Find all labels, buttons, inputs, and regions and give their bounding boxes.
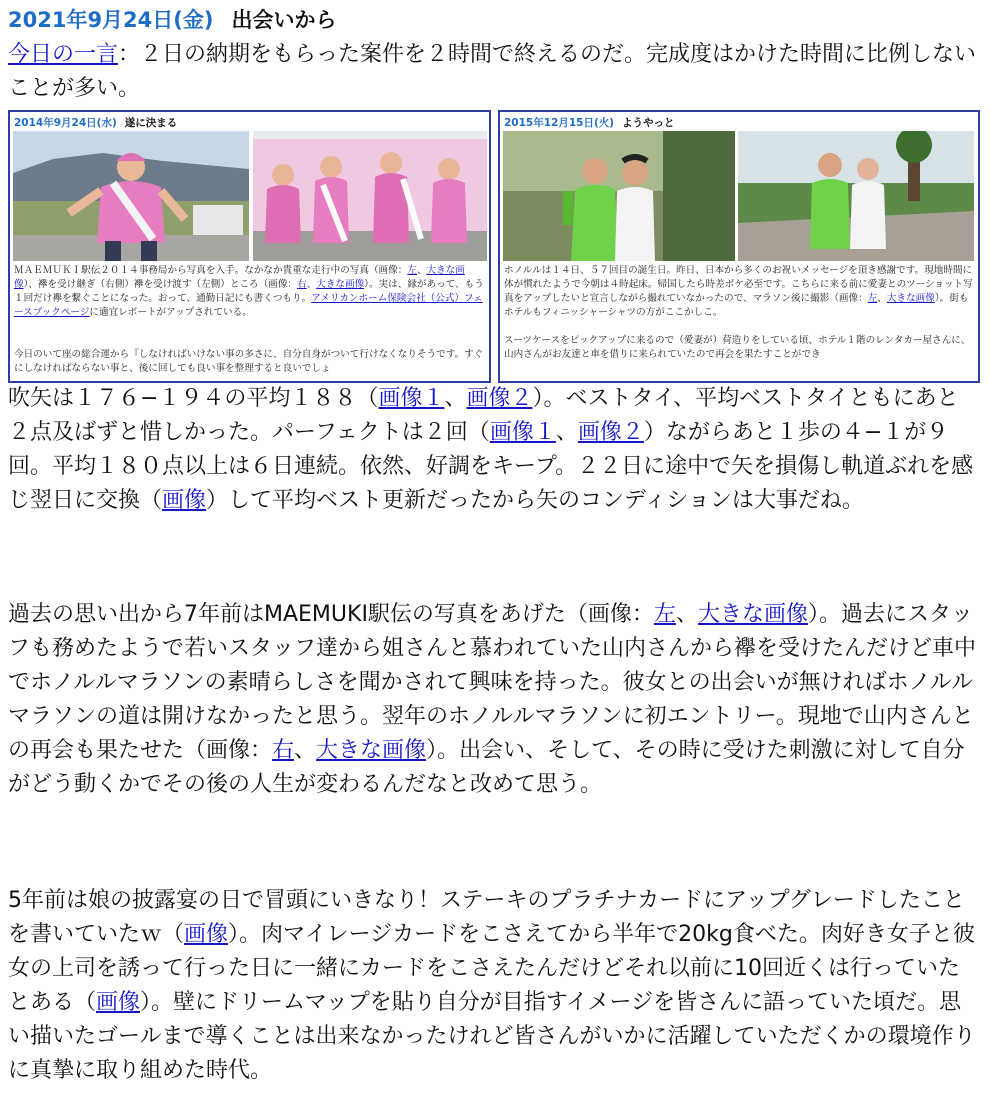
honolulu-panel-note: スーツケースをピックアップに来るので（愛妻が）荷造りをしている頃、ホテル１階のレンタカー屋さんに、山内さんがお友達と車を借りに来られていたので再会を果たすことができ: [504, 335, 971, 360]
honolulu-panel-heading: ようやっと: [622, 117, 675, 129]
memories-large-image-link[interactable]: 大きな画像: [697, 602, 808, 627]
memories-paragraph: 過去の思い出から7年前はMAEMUKI駅伝の写真をあげた（画像：左、大きな画像）。過去にスタッフも務めたようで若いスタッフ達から姐さんと慕われていた山内さんから襷を受けたんだけど車中でホノルルマラソンの素晴らしさを聞かされて興味を持った。彼女との出会いが無ければホノルルマラソンの道は開けなかったと思う。翌年のホノルルマラソンに初エントリー。現地で山内さんとの再会も果たせた（画像：右、大きな画像）。出会い、そして、その時に受けた刺激に対して自分がどう動くかでその後の人生が変わるんだなと改めて思う。: [8, 602, 977, 797]
fukiya-image1-link[interactable]: 画像１: [378, 386, 445, 411]
facebook-page-link[interactable]: アメリカンホーム保険会社（公式）フェースブックページ: [14, 293, 483, 318]
arrow-image-link[interactable]: 画像: [162, 488, 207, 513]
todays-word-link[interactable]: 今日の一言: [8, 42, 119, 67]
honolulu-left-link[interactable]: 左: [867, 293, 878, 304]
wedding-paragraph: 5年前は娘の披露宴の日で冒頭にいきなり！ステーキのプラチナカードにアップグレードしたことを書いていたｗ（画像）。肉マイレージカードをこさえてから半年で20kg食べた。肉好き女子と彼女の上司を誘って行った日に一緒にカードをこさえたんだけどそれ以前に10回近くは行っていたとある（画像）。壁にドリームマップを貼り自分が目指すイメージを皆さんに語っていた頃だ。思い描いたゴールまで導くことは出来なかったけれど皆さんがいかに活躍していただくかの環境作りに真摯に取り組めた時代。: [8, 888, 976, 1083]
couple-photo: [503, 131, 735, 261]
ekiden-left-link[interactable]: 左: [407, 265, 417, 276]
honolulu-2015-image[interactable]: [498, 110, 980, 383]
ekiden-panel-horoscope: 今日のいて座の総合運から『しなければいけない事の多さに、自分自身がついて行けなくなりそうです。すぐにしなければならない事と、後に回しても良い事を整理すると良いでしょ: [14, 349, 484, 374]
ekiden-panel-caption: ＭＡＥＭＵＫＩ駅伝２０１４事務局から写真を入手。なかなか貴重な走行中の写真（画像：左、大きな画像）、襷を受け継ぎ（右側）襷を受け渡す（左側）ところ（画像：右、大きな画像）。実は、縁があって、もう１回だけ襷を繋ぐことになった。おって、通勤日記にも書くつもり。アメリカンホーム保険会社（公式）フェースブックページに適宜レポートがアップされている。: [14, 265, 484, 318]
honolulu-panel-title: [504, 115, 675, 130]
memories-large-image-link-2[interactable]: 大きな画像: [316, 738, 427, 763]
runner-photo: [13, 131, 249, 261]
todays-word-text: ：２日の納期をもらった案件を２時間で終えるのだ。完成度はかけた時間に比例しないことが多い。: [8, 42, 977, 101]
perfect-image2-link[interactable]: 画像２: [577, 420, 644, 445]
entry-title: 出会いから: [231, 8, 337, 32]
ekiden-large-image-link[interactable]: 大きな画像: [14, 265, 465, 290]
ekiden-panel-title: [14, 115, 177, 130]
ekiden-panel-date: 2014年9月24日(水): [14, 117, 117, 129]
todays-word-paragraph: [8, 38, 978, 106]
ekiden-right-link[interactable]: 右: [297, 279, 307, 290]
perfect-image1-link[interactable]: 画像１: [489, 420, 556, 445]
reunion-photo: [738, 131, 974, 261]
ekiden-panel-heading: 遂に決まる: [124, 117, 178, 129]
platinum-card-image-link[interactable]: 画像: [184, 922, 229, 947]
fukiya-paragraph: 吹矢は１７６−１９４の平均１８８（画像１、画像２）。ベストタイ、平均ベストタイともにあと２点及ばずと惜しかった。パーフェクトは２回（画像１、画像２）ながらあと１歩の４−１が９回。平均１８０点以上は６日連続。依然、好調をキープ。２２日に途中で矢を損傷し軌道ぶれを感じ翌日に交換（画像）して平均ベスト更新だったから矢のコンディションは大事だね。: [8, 386, 974, 513]
memories-left-link[interactable]: 左: [653, 602, 676, 627]
ekiden-2014-image[interactable]: [8, 110, 491, 383]
sash-handover-photo: [253, 131, 487, 261]
honolulu-large-image-link[interactable]: 大きな画像: [886, 293, 935, 304]
ekiden-large-image-link-2[interactable]: 大きな画像: [316, 279, 365, 290]
memories-right-link[interactable]: 右: [272, 738, 295, 763]
entry-header: [8, 6, 336, 34]
fukiya-image2-link[interactable]: 画像２: [466, 386, 533, 411]
honolulu-panel-date: 2015年12月15日(火): [504, 117, 615, 129]
entry-date: 2021年9月24日(金): [8, 8, 214, 32]
honolulu-panel-caption: ホノルルは１４日、５７回目の誕生日。昨日、日本から多くのお祝いメッセージを頂き感謝です。現地時間に体が慣れたようで今朝は４時起床。帰国したら時差ボケ必至です。こちらに来る前に愛妻とのツーショット写真をアップしたいと宣言しながら撮れていなかったので、マラソン後に撮影（画像：左、大きな画像）。街もホテルもフィニッシャーシャツの方がここかしこ。: [504, 265, 973, 318]
meat-card-image-link[interactable]: 画像: [96, 990, 141, 1015]
